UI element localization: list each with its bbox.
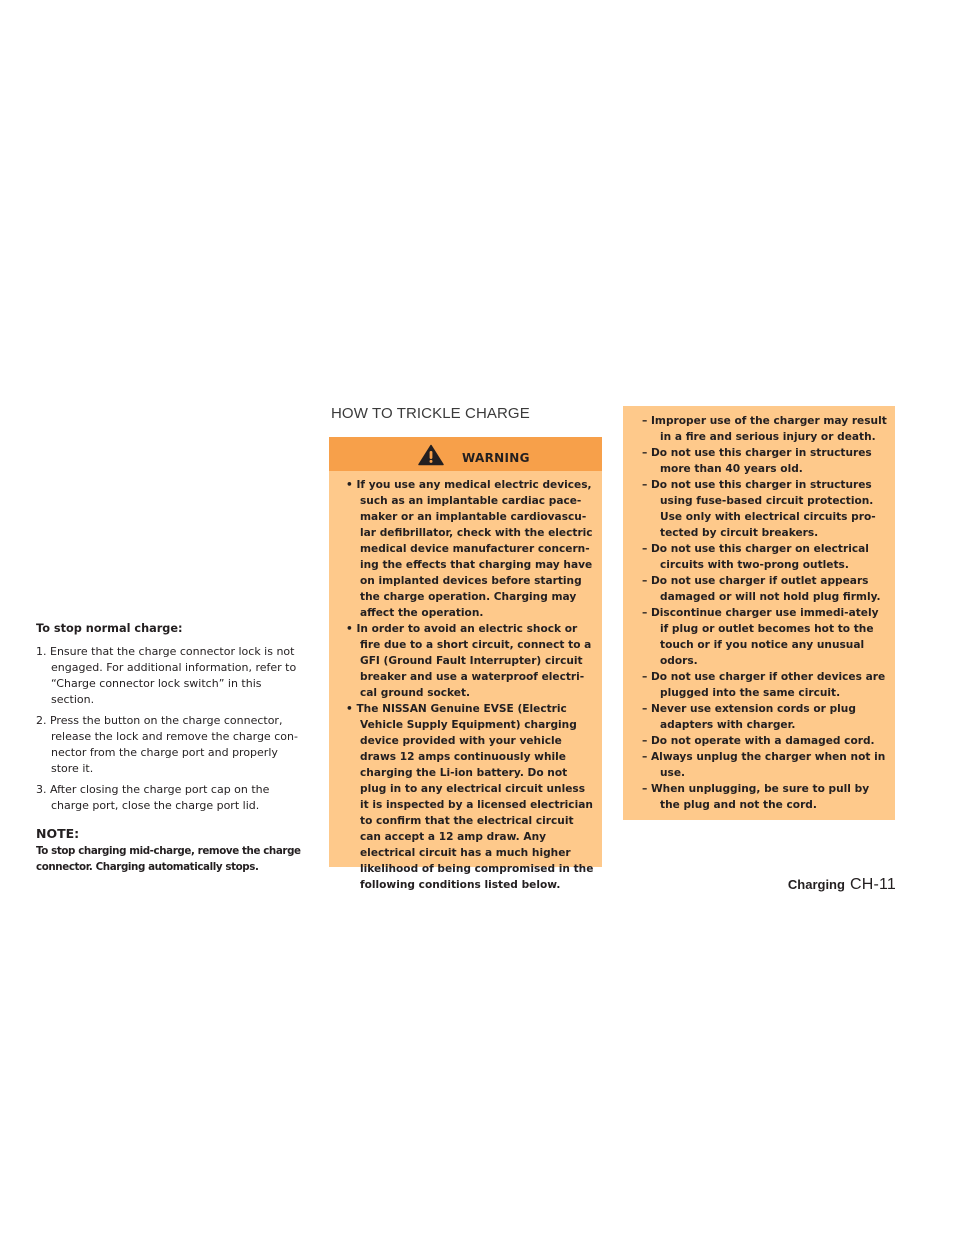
step-item: 2. Press the button on the charge connector, release the lock and remove the charge con-nector from the charge port and properly store it. <box>36 714 298 775</box>
footer-section: Charging <box>787 877 845 892</box>
condition-item: – Do not use this charger in structures more than 40 years old. <box>642 447 872 475</box>
condition-item: – Improper use of the charger may result in a fire and serious injury or death. <box>642 415 887 443</box>
note-heading: NOTE: <box>36 826 80 841</box>
step-item: 3. After closing the charge port cap on the charge port, close the charge port lid. <box>36 783 270 812</box>
condition-item: – Do not use charger if other devices are plugged into the same circuit. <box>642 671 886 699</box>
condition-item: – Always unplug the charger when not in use. <box>642 751 886 779</box>
section-title: HOW TO TRICKLE CHARGE <box>331 405 530 422</box>
warning-bullet: • The NISSAN Genuine EVSE (Electric Vehicle Supply Equipment) charging device provided with your vehicle draws 12 amps continuously while charging the Li-ion battery. Do not plug in to any electrical circuit unless it is inspected by a licensed electrician to confirm that the electrical circuit can accept a 12 amp draw. Any electrical circuit has a much higher likelihood of being compromised in the following conditions listed below. <box>346 703 594 891</box>
condition-item: – Do not use this charger on electrical circuits with two-prong outlets. <box>642 543 869 571</box>
warning-label: WARNING <box>462 451 530 465</box>
step-item: 1. Ensure that the charge connector lock is not engaged. For additional information, refer to “Charge connector lock switch” in this section. <box>36 645 297 706</box>
left-column <box>36 622 308 875</box>
page-number: CH-11 <box>849 876 896 893</box>
warning-conditions-box <box>623 406 895 820</box>
condition-item: – Do not use charger if outlet appears damaged or will not hold plug firmly. <box>642 575 881 603</box>
note-text: To stop charging mid-charge, remove the charge connector. Charging automatically stops. <box>36 845 301 873</box>
conditions-list <box>623 406 895 813</box>
steps-list <box>36 644 308 814</box>
warning-bullets <box>329 471 602 893</box>
condition-item: – Do not use this charger in structures using fuse-based circuit protection. Use only with electrical circuits pro-tected by circuit breakers. <box>642 479 876 539</box>
warning-triangle-icon <box>418 444 444 470</box>
condition-item: – Discontinue charger use immedi-ately if plug or outlet becomes hot to the touch or if you notice any unusual odors. <box>642 607 879 667</box>
warning-header <box>329 437 602 471</box>
page-footer <box>788 876 896 894</box>
condition-item: – Do not operate with a damaged cord. <box>642 735 875 747</box>
subheading: To stop normal charge: <box>36 622 183 635</box>
condition-item: – Never use extension cords or plug adapters with charger. <box>642 703 856 731</box>
warning-bullet: • In order to avoid an electric shock or fire due to a short circuit, connect to a GFI (Ground Fault Interrupter) circuit breaker and use a waterproof electri-cal ground socket. <box>346 623 592 699</box>
warning-bullet: • If you use any medical electric devices, such as an implantable cardiac pace-maker or an implantable cardiovascu-lar defibrillator, check with the electric medical device manufacturer concern-ing the effects that charging may have on implanted devices before starting the charge operation. Charging may affect the operation. <box>346 479 593 619</box>
warning-box <box>329 437 602 891</box>
condition-item: – When unplugging, be sure to pull by the plug and not the cord. <box>642 783 870 811</box>
